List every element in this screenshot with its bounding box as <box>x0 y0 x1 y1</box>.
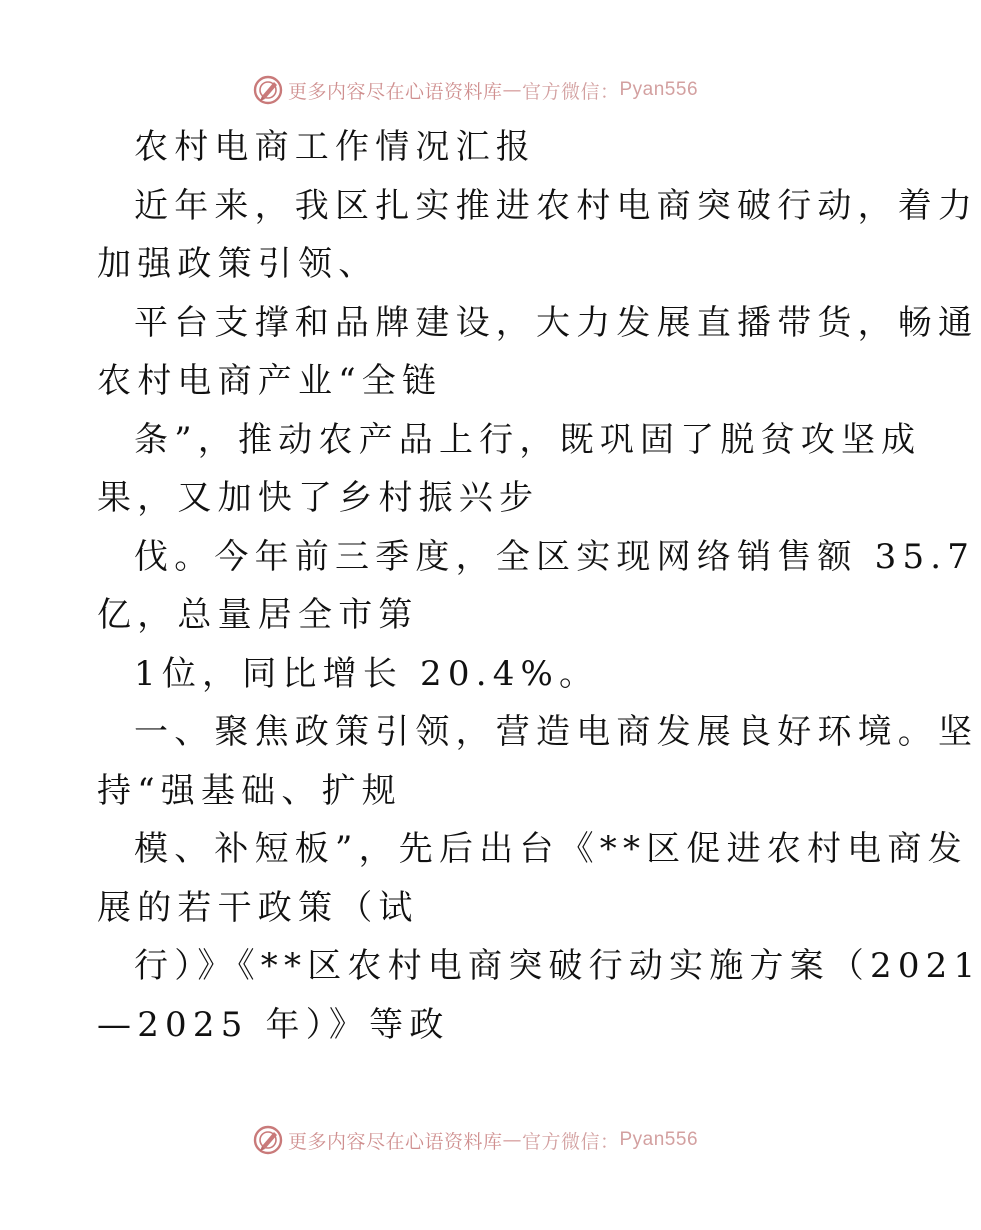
document-title: 农村电商工作情况汇报 <box>134 127 536 167</box>
footer-watermark <box>0 1120 950 1160</box>
paragraph-line: 1位，同比增长 20.4%。 <box>134 653 600 694</box>
watermark-brand: 更多内容尽在心语资料库 <box>287 80 503 103</box>
section-heading-line: 一、聚焦政策引领，营造电商发展良好环境。坚 <box>134 712 979 752</box>
paragraph-line: 展的若干政策（试 <box>97 887 419 928</box>
paragraph-line: 行）》《**区农村电商突破行动实施方案（2021 <box>134 946 981 986</box>
watermark-separator: — <box>502 1129 522 1151</box>
paragraph-line: 模、补短板”，先后出台《**区促进农村电商发 <box>134 829 968 869</box>
paragraph-line: 条”，推动农产品上行，既巩固了脱贫攻坚成 <box>134 419 922 460</box>
watermark-separator: — <box>502 79 522 101</box>
paragraph-line: 加强政策引领、 <box>97 244 379 284</box>
pen-circle-logo-icon <box>252 74 284 106</box>
watermark-brand: 更多内容尽在心语资料库 <box>287 1130 503 1153</box>
paragraph-line: 果，又加快了乡村振兴步 <box>97 478 540 518</box>
pen-circle-logo-icon <box>252 1124 284 1156</box>
paragraph-line: 平台支撑和品牌建设，大力发展直播带货，畅通 <box>134 302 979 343</box>
paragraph-line: 近年来，我区扎实推进农村电商突破行动，着力 <box>134 185 979 226</box>
paragraph-line: 持“强基础、扩规 <box>97 770 402 811</box>
header-watermark <box>0 70 950 110</box>
watermark-contact-label: 官方微信： <box>521 80 620 103</box>
paragraph-line: 伐。今年前三季度，全区实现网络销售额 35.7 <box>134 536 976 577</box>
watermark-contact-label: 官方微信： <box>521 1130 620 1153</box>
paragraph-line: 亿，总量居全市第 <box>97 595 419 635</box>
document-body <box>97 118 981 1054</box>
watermark-contact-id: Pyan556 <box>619 1129 699 1150</box>
watermark-contact-id: Pyan556 <box>619 79 699 100</box>
paragraph-line: 农村电商产业“全链 <box>97 361 443 401</box>
paragraph-line: —2025 年）》等政 <box>97 1004 450 1045</box>
